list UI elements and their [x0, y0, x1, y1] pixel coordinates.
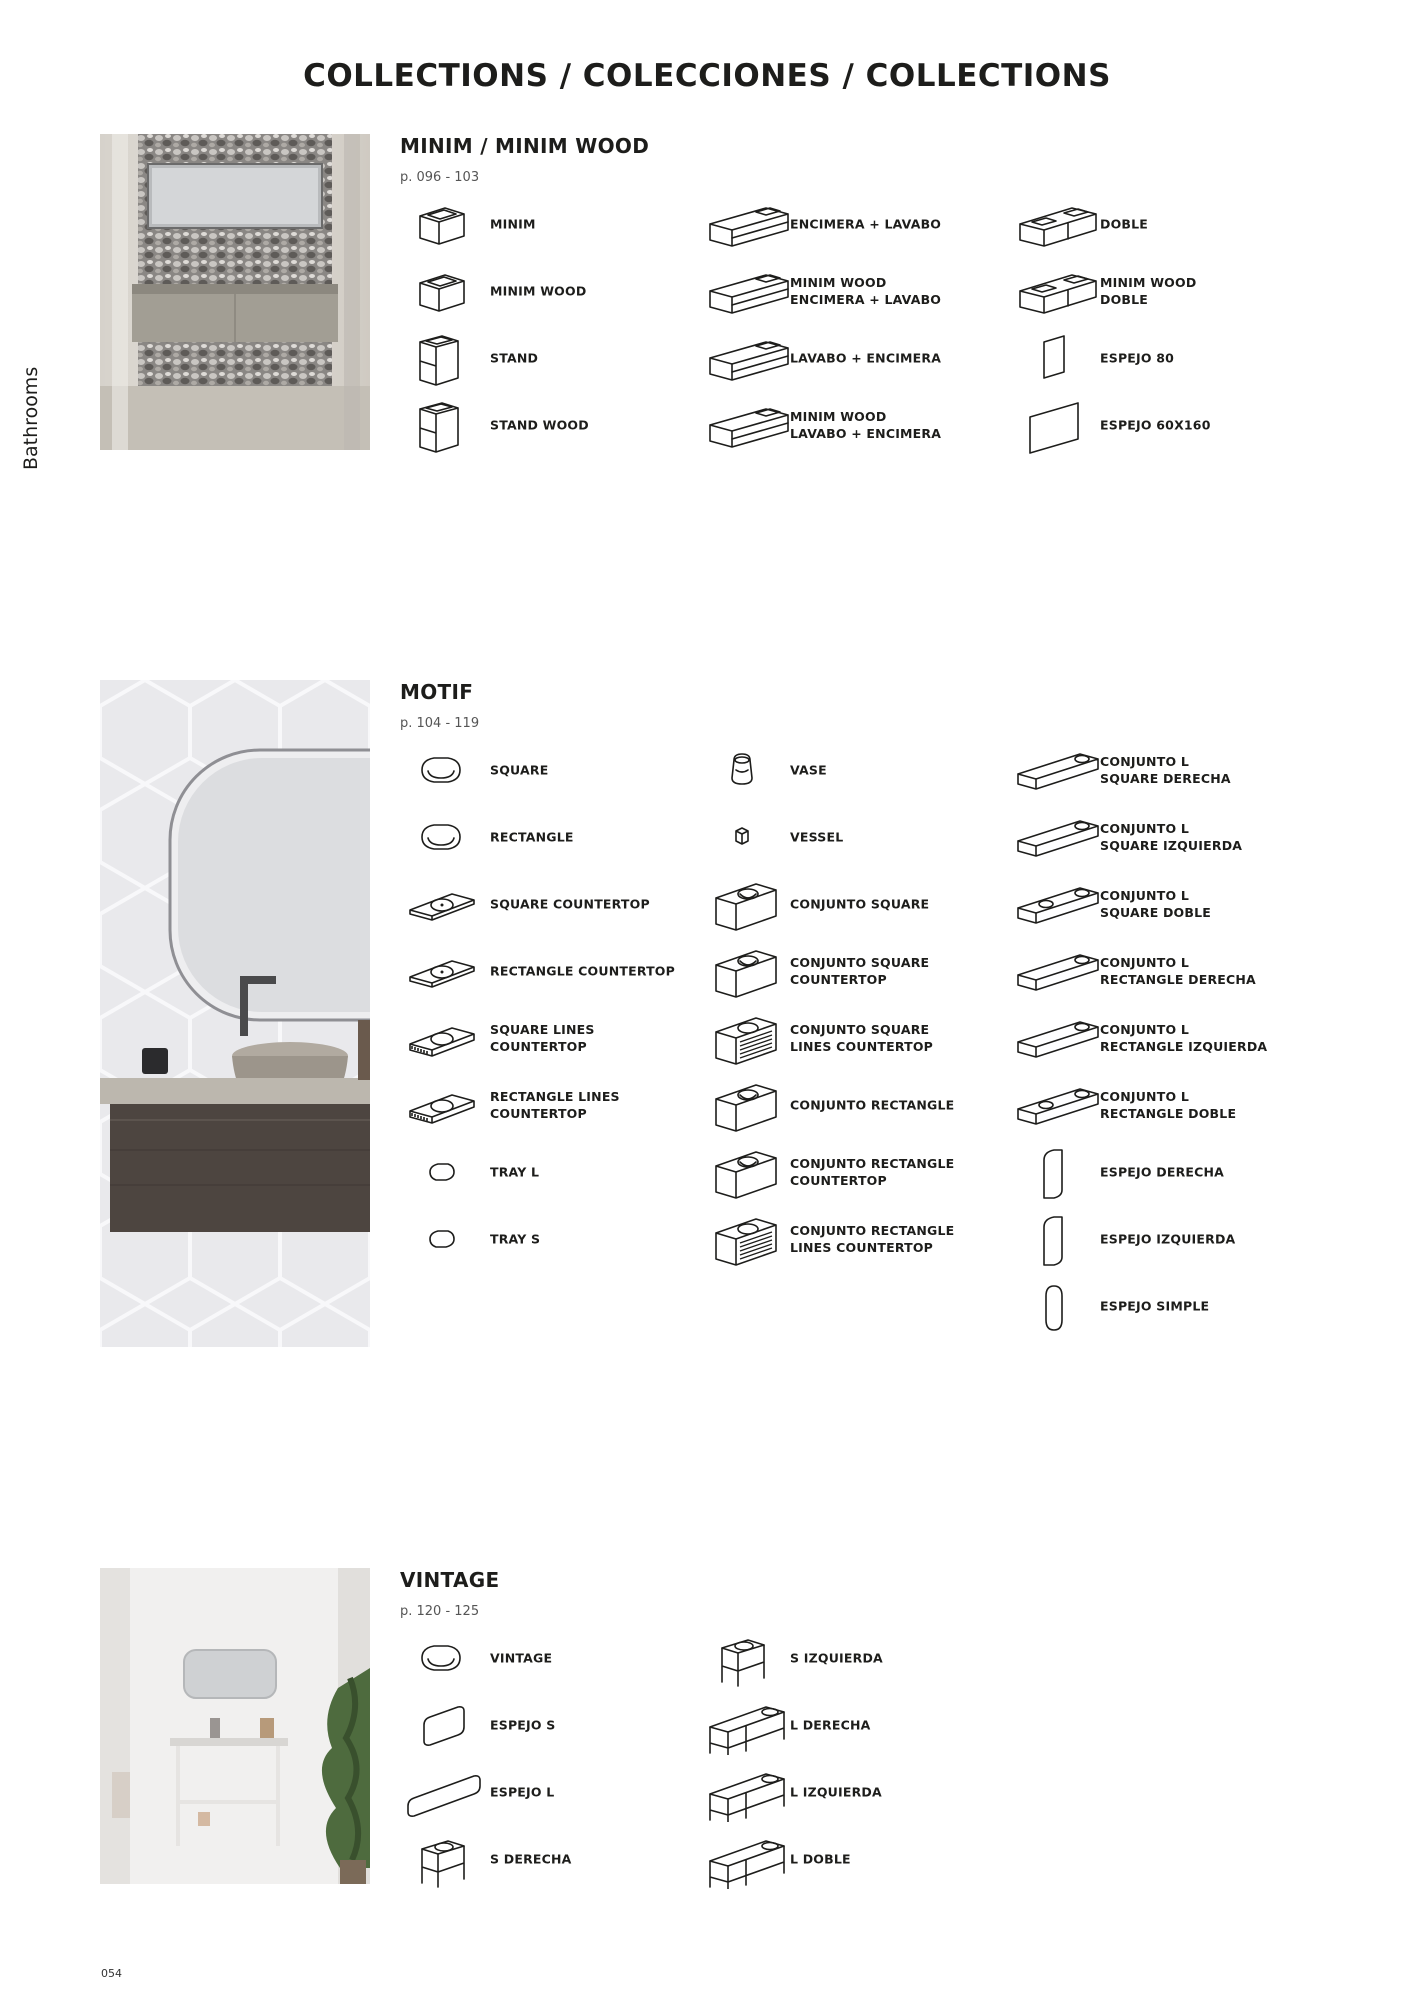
product-label: MINIM WOOD DOBLE	[1100, 275, 1197, 307]
product-label: MINIM	[490, 216, 536, 232]
product-item	[400, 194, 700, 254]
wide-mirror-icon	[1010, 395, 1100, 455]
basin-cabinet-icon	[700, 1142, 790, 1202]
tray-icon	[400, 1142, 490, 1202]
section-pages: p. 096 - 103	[400, 170, 480, 185]
small-vanity-icon	[400, 261, 490, 321]
product-label: ESPEJO 60X160	[1100, 417, 1211, 433]
product-label: CONJUNTO L RECTANGLE DOBLE	[1100, 1089, 1237, 1121]
product-item	[700, 194, 1000, 254]
product-label: ENCIMERA + LAVABO	[790, 216, 942, 232]
product-item	[1010, 261, 1310, 321]
product-label: MINIM WOOD ENCIMERA + LAVABO	[790, 275, 942, 307]
minim-photo	[100, 134, 370, 450]
product-item	[400, 1628, 700, 1688]
page-number: 054	[101, 1967, 122, 1980]
long-vanity-icon	[700, 194, 790, 254]
product-item	[1010, 740, 1310, 800]
product-item	[700, 874, 1000, 934]
double-vanity-icon	[1010, 261, 1100, 321]
product-item	[700, 807, 1000, 867]
long-vanity-icon	[700, 261, 790, 321]
basin-cabinet-icon	[700, 941, 790, 1001]
vessel-icon	[700, 807, 790, 867]
product-label: L DERECHA	[790, 1717, 871, 1733]
product-item	[700, 1695, 1000, 1755]
product-item	[400, 1762, 700, 1822]
lined-basin-cabinet-icon	[700, 1008, 790, 1068]
product-label: CONJUNTO SQUARE LINES COUNTERTOP	[790, 1022, 934, 1054]
product-item	[400, 395, 700, 455]
basin-icon	[400, 807, 490, 867]
vintage-photo	[100, 1568, 370, 1884]
product-item	[700, 1829, 1000, 1889]
page-title: COLLECTIONS / COLECCIONES / COLLECTIONS	[303, 58, 1111, 94]
section-title: MOTIF	[400, 680, 474, 704]
product-label: TRAY S	[490, 1231, 541, 1247]
product-item	[400, 328, 700, 388]
product-item	[1010, 194, 1310, 254]
product-item	[400, 874, 700, 934]
small-vanity-icon	[400, 194, 490, 254]
product-label: CONJUNTO L RECTANGLE IZQUIERDA	[1100, 1022, 1268, 1054]
product-label: L DOBLE	[790, 1851, 851, 1867]
long-tilted-mirror-icon	[400, 1762, 490, 1822]
metal-stand-icon	[700, 1628, 790, 1688]
product-label: MINIM WOOD LAVABO + ENCIMERA	[790, 409, 942, 441]
product-item	[400, 941, 700, 1001]
product-item	[700, 1628, 1000, 1688]
countertop-basin-icon	[400, 874, 490, 934]
product-item	[700, 1209, 1000, 1269]
product-item	[700, 1008, 1000, 1068]
product-label: RECTANGLE LINES COUNTERTOP	[490, 1089, 620, 1121]
product-item	[700, 1762, 1000, 1822]
product-label: CONJUNTO L SQUARE IZQUIERDA	[1100, 821, 1243, 853]
product-item	[1010, 1075, 1310, 1135]
tray-icon	[400, 1209, 490, 1269]
l-vanity-icon	[1010, 740, 1100, 800]
metal-stand-icon	[400, 1829, 490, 1889]
product-item	[400, 1008, 700, 1068]
motif-photo	[100, 680, 370, 1347]
rounded-mirror-icon	[1010, 1209, 1100, 1269]
vase-icon	[700, 740, 790, 800]
basin-icon	[400, 740, 490, 800]
product-label: VINTAGE	[490, 1650, 553, 1666]
product-item	[1010, 1008, 1310, 1068]
product-label: ESPEJO L	[490, 1784, 555, 1800]
section-pages: p. 120 - 125	[400, 1604, 480, 1619]
product-item	[700, 328, 1000, 388]
double-vanity-icon	[1010, 194, 1100, 254]
product-item	[1010, 874, 1310, 934]
product-item	[1010, 941, 1310, 1001]
product-item	[400, 807, 700, 867]
product-item	[700, 1142, 1000, 1202]
countertop-basin-icon	[400, 941, 490, 1001]
product-label: CONJUNTO L RECTANGLE DERECHA	[1100, 955, 1256, 987]
l-vanity-icon	[1010, 807, 1100, 867]
rounded-mirror-icon	[1010, 1142, 1100, 1202]
product-label: LAVABO + ENCIMERA	[790, 350, 942, 366]
product-label: VASE	[790, 762, 827, 778]
product-item	[400, 740, 700, 800]
product-item	[400, 1142, 700, 1202]
l-double-vanity-icon	[1010, 1075, 1100, 1135]
product-label: SQUARE LINES COUNTERTOP	[490, 1022, 595, 1054]
long-metal-stand-icon	[700, 1829, 790, 1889]
l-double-vanity-icon	[1010, 874, 1100, 934]
product-item	[400, 1829, 700, 1889]
section-title: MINIM / MINIM WOOD	[400, 134, 650, 158]
section-pages: p. 104 - 119	[400, 716, 480, 731]
product-label: MINIM WOOD	[490, 283, 587, 299]
product-label: L IZQUIERDA	[790, 1784, 882, 1800]
product-label: S DERECHA	[490, 1851, 572, 1867]
product-label: CONJUNTO L SQUARE DOBLE	[1100, 888, 1212, 920]
product-label: TRAY L	[490, 1164, 540, 1180]
mirror-icon	[1010, 328, 1100, 388]
product-label: ESPEJO DERECHA	[1100, 1164, 1225, 1180]
product-label: DOBLE	[1100, 216, 1149, 232]
product-label: STAND	[490, 350, 539, 366]
product-label: ESPEJO IZQUIERDA	[1100, 1231, 1236, 1247]
product-item	[1010, 328, 1310, 388]
oval-mirror-icon	[1010, 1276, 1100, 1336]
product-item	[400, 261, 700, 321]
section-title: VINTAGE	[400, 1568, 500, 1592]
basin-icon	[400, 1628, 490, 1688]
product-label: CONJUNTO RECTANGLE LINES COUNTERTOP	[790, 1223, 955, 1255]
product-item	[1010, 1276, 1310, 1336]
section-side-label: Bathrooms	[20, 366, 42, 470]
product-label: STAND WOOD	[490, 417, 589, 433]
product-item	[400, 1695, 700, 1755]
l-vanity-icon	[1010, 941, 1100, 1001]
long-vanity-icon	[700, 328, 790, 388]
product-label: CONJUNTO RECTANGLE COUNTERTOP	[790, 1156, 955, 1188]
product-label: S IZQUIERDA	[790, 1650, 883, 1666]
product-label: CONJUNTO L SQUARE DERECHA	[1100, 754, 1231, 786]
product-label: VESSEL	[790, 829, 844, 845]
tilted-mirror-icon	[400, 1695, 490, 1755]
product-item	[1010, 1142, 1310, 1202]
product-label: CONJUNTO SQUARE	[790, 896, 930, 912]
product-item	[400, 1209, 700, 1269]
stand-cabinet-icon	[400, 328, 490, 388]
lined-basin-cabinet-icon	[700, 1209, 790, 1269]
product-label: CONJUNTO SQUARE COUNTERTOP	[790, 955, 930, 987]
product-label: ESPEJO S	[490, 1717, 556, 1733]
product-label: ESPEJO SIMPLE	[1100, 1298, 1210, 1314]
product-label: SQUARE	[490, 762, 549, 778]
product-label: CONJUNTO RECTANGLE	[790, 1097, 955, 1113]
product-item	[700, 261, 1000, 321]
basin-cabinet-icon	[700, 1075, 790, 1135]
product-label: ESPEJO 80	[1100, 350, 1175, 366]
product-item	[700, 395, 1000, 455]
product-item	[700, 740, 1000, 800]
product-item	[700, 941, 1000, 1001]
product-item	[1010, 807, 1310, 867]
stand-cabinet-icon	[400, 395, 490, 455]
product-item	[1010, 1209, 1310, 1269]
long-metal-stand-icon	[700, 1695, 790, 1755]
l-vanity-icon	[1010, 1008, 1100, 1068]
product-label: RECTANGLE	[490, 829, 574, 845]
long-vanity-icon	[700, 395, 790, 455]
product-item	[400, 1075, 700, 1135]
product-item	[700, 1075, 1000, 1135]
product-label: SQUARE COUNTERTOP	[490, 896, 650, 912]
lined-countertop-icon	[400, 1008, 490, 1068]
lined-countertop-icon	[400, 1075, 490, 1135]
product-label: RECTANGLE COUNTERTOP	[490, 963, 675, 979]
basin-cabinet-icon	[700, 874, 790, 934]
long-metal-stand-icon	[700, 1762, 790, 1822]
product-item	[1010, 395, 1310, 455]
